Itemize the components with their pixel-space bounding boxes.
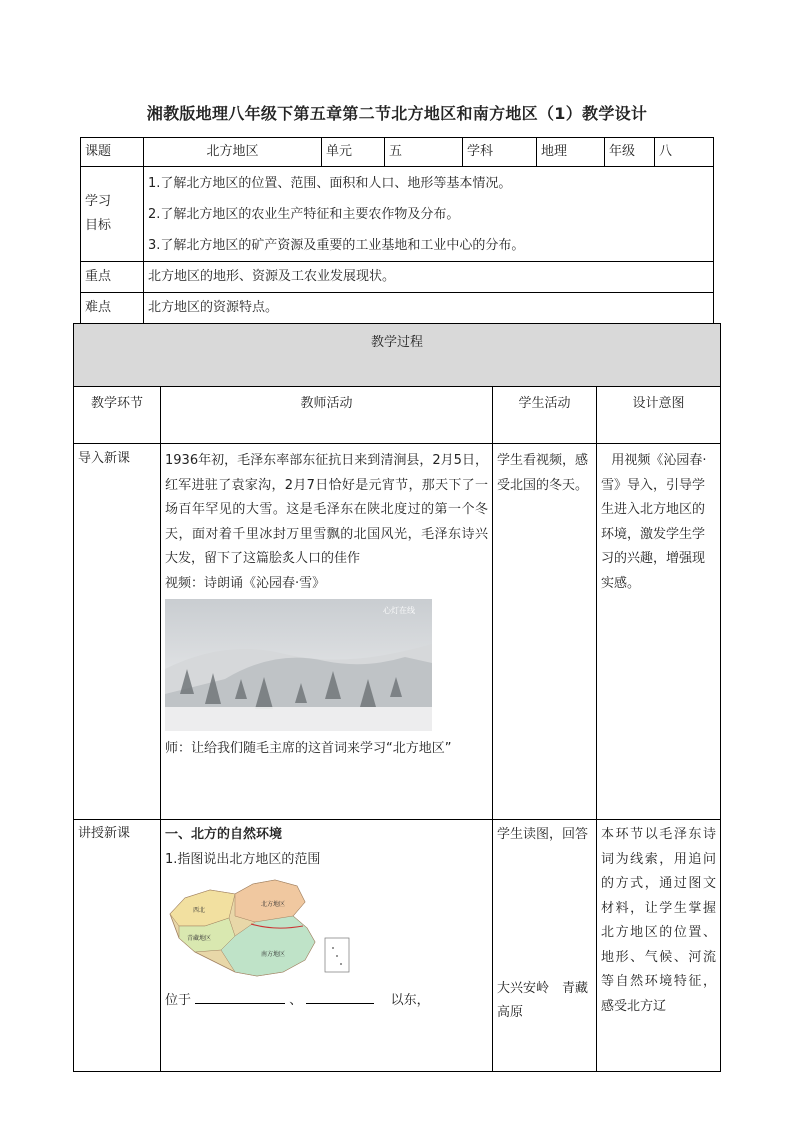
goals-label-line1: 学习 <box>85 194 112 209</box>
map-label-south: 南方地区 <box>261 951 286 958</box>
stage-lecture: 讲授新课 <box>74 820 161 1072</box>
unit-value: 五 <box>385 138 463 167</box>
teacher-intro-end: 师：让给我们随毛主席的这首词来学习“北方地区” <box>165 741 452 756</box>
col-student: 学生活动 <box>493 387 597 444</box>
goals-label-line2: 目标 <box>85 218 112 233</box>
video-label: 视频：诗朗诵《沁园春·雪》 <box>165 575 326 591</box>
teacher-intro-cell <box>161 444 493 820</box>
unit-label: 单元 <box>322 138 385 167</box>
image-watermark: 心灯在线 <box>383 606 415 615</box>
design-intro-text: 用视频《沁园春·雪》导入，引导学生进入北方地区的环境，激发学生学习的兴趣，增强现实感。 <box>601 453 707 591</box>
student-intro-text: 学生看视频，感受北国的冬天。 <box>497 453 589 493</box>
col-design: 设计意图 <box>597 387 721 444</box>
snow-landscape-image <box>165 599 432 731</box>
page-title: 湘教版地理八年级下第五章第二节北方地区和南方地区（1）教学设计 <box>146 104 648 123</box>
student-lecture-text-1: 学生读图，回答 <box>497 827 589 842</box>
subject-label: 学科 <box>463 138 537 167</box>
topic-label: 课题 <box>81 138 144 167</box>
subject-value: 地理 <box>537 138 605 167</box>
grade-label: 年级 <box>605 138 655 167</box>
blank-1[interactable] <box>195 989 285 1004</box>
goal-item-2: 2.了解北方地区的农业生产特征和主要农作物及分布。 <box>148 206 460 222</box>
student-intro <box>493 444 597 820</box>
student-lecture-text-2: 大兴安岭 青藏高原 <box>497 980 589 1020</box>
course-info-table <box>80 137 714 324</box>
key-label: 重点 <box>81 262 144 293</box>
key-value: 北方地区的地形、资源及工农业发展现状。 <box>144 262 714 293</box>
goals-cell <box>144 167 714 262</box>
china-region-map <box>165 876 355 981</box>
teacher-intro-text: 1936年初，毛泽东率部东征抗日来到清涧县，2月5日，红军进驻了袁家沟，2月7日恰好是元宵节，那天下了一场百年罕见的大雪。这是毛泽东在陕北度过的第一个冬天，面对着千里冰封万里雪飘的北国风光，毛泽东诗兴大发，留下了这篇脍炙人口的佳作 <box>165 453 488 566</box>
goals-label <box>81 167 144 262</box>
blank-2[interactable] <box>306 989 374 1004</box>
map-label-qingzang: 青藏地区 <box>187 935 212 942</box>
col-teacher: 教师活动 <box>161 387 493 444</box>
map-label-northwest: 西北 <box>193 907 206 914</box>
process-header: 教学过程 <box>74 324 721 387</box>
fill-suffix: 以东， <box>390 993 430 1008</box>
section-heading: 一、北方的自然环境 <box>165 827 283 842</box>
difficulty-label: 难点 <box>81 293 144 324</box>
design-lecture <box>597 820 721 1072</box>
col-stage: 教学环节 <box>74 387 161 444</box>
fill-blank-line <box>165 989 488 1014</box>
difficulty-value: 北方地区的资源特点。 <box>144 293 714 324</box>
process-table <box>73 323 721 1072</box>
grade-value: 八 <box>655 138 714 167</box>
teacher-lecture-cell <box>161 820 493 1072</box>
goal-item-3: 3.了解北方地区的矿产资源及重要的工业基地和工业中心的分布。 <box>148 237 525 253</box>
fill-mid: 、 <box>289 993 303 1008</box>
lecture-item-1: 1.指图说出北方地区的范围 <box>165 851 321 867</box>
design-intro <box>597 444 721 820</box>
design-lecture-text: 本环节以毛泽东诗词为线索，用追问的方式，通过图文材料，让学生掌握北方地区的位置、地形、气候、河流等自然环境特征，感受北方辽 <box>601 827 717 1014</box>
goal-item-1: 1.了解北方地区的位置、范围、面积和人口、地形等基本情况。 <box>148 175 512 191</box>
map-label-north: 北方地区 <box>261 901 286 908</box>
topic-value: 北方地区 <box>144 138 322 167</box>
student-lecture <box>493 820 597 1072</box>
fill-prefix: 位于 <box>165 993 192 1008</box>
stage-intro: 导入新课 <box>74 444 161 820</box>
